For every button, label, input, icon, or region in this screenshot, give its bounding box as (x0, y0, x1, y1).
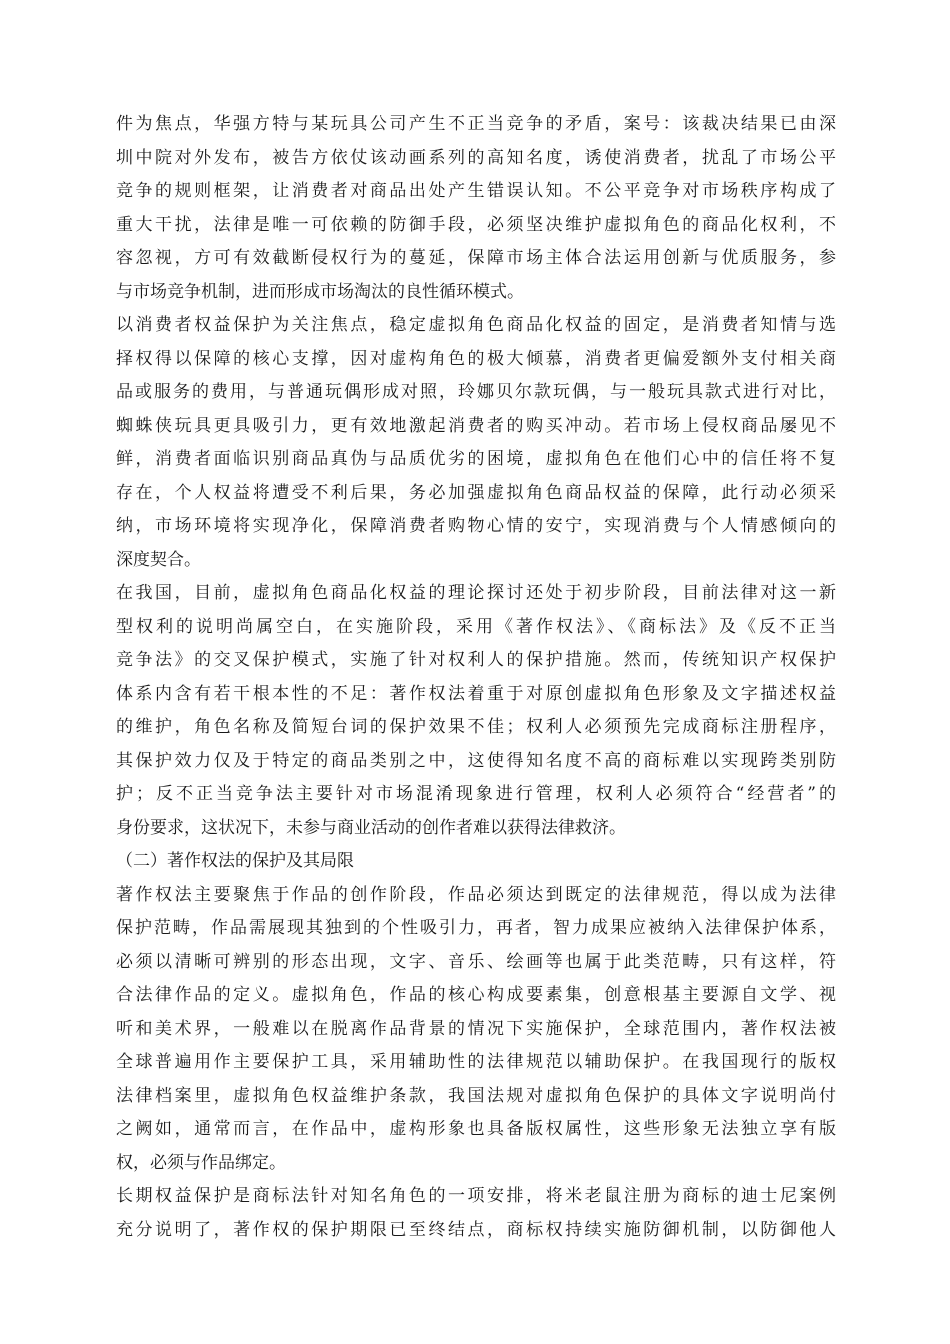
text-line: 护；反不正当竞争法主要针对市场混淆现象进行管理，权利人必须符合“经营者”的 (116, 784, 836, 804)
paragraph-3 (116, 577, 836, 845)
text-line: 听和美术界，一般难以在脱离作品背景的情况下实施保护，全球范围内，著作权法被 (116, 1018, 836, 1039)
text-line: 容忽视，方可有效截断侵权行为的蔓延，保障市场主体合法运用创新与优质服务，参 (116, 248, 836, 268)
section-heading: （二）著作权法的保护及其局限 (116, 851, 354, 871)
text-line: 鲜，消费者面临识别商品真伪与品质优劣的困境，虚拟角色在他们心中的信任将不复 (116, 449, 836, 469)
text-line: 重大干扰，法律是唯一可依赖的防御手段，必须坚决维护虚拟角色的商品化权利，不 (116, 214, 836, 235)
text-line: 合法律作品的定义。虚拟角色，作品的核心构成要素集，创意根基主要源自文学、视 (116, 985, 836, 1005)
text-line: 保护范畴，作品需展现其独到的个性吸引力，再者，智力成果应被纳入法律保护体系， (116, 918, 836, 938)
paragraph-2 (116, 309, 836, 577)
text-line: 以消费者权益保护为关注焦点，稳定虚拟角色商品化权益的固定，是消费者知情与选 (116, 315, 836, 335)
text-line: 纳，市场环境将实现净化，保障消费者购物心情的安宁，实现消费与个人情感倾向的 (116, 516, 836, 536)
text-line: 蜘蛛侠玩具更具吸引力，更有效地激起消费者的购买冲动。若市场上侵权商品屡见不 (116, 415, 836, 436)
text-line: 著作权法主要聚焦于作品的创作阶段，作品必须达到既定的法律规范，得以成为法律 (116, 884, 836, 905)
text-line: 全球普遍用作主要保护工具，采用辅助性的法律规范以辅助保护。在我国现行的版权 (116, 1052, 836, 1072)
text-line: 竞争的规则框架，让消费者对商品出处产生错误认知。不公平竞争对市场秩序构成了 (116, 181, 836, 201)
text-line: 择权得以保障的核心支撑，因对虚构角色的极大倾慕，消费者更偏爱额外支付相关商 (116, 348, 836, 369)
text-line: 在我国，目前，虚拟角色商品化权益的理论探讨还处于初步阶段，目前法律对这一新 (116, 583, 836, 603)
text-line: 权，必须与作品绑定。 (116, 1152, 286, 1173)
text-line: 件为焦点，华强方特与某玩具公司产生不正当竞争的矛盾，案号：该裁决结果已由深 (116, 114, 836, 134)
text-line: 之阙如，通常而言，在作品中，虚构形象也具备版权属性，这些形象无法独立享有版 (116, 1119, 836, 1139)
text-line: 法律档案里，虚拟角色权益维护条款，我国法规对虚拟角色保护的具体文字说明尚付 (116, 1085, 836, 1106)
text-line: 与市场竞争机制，进而形成市场淘汰的良性循环模式。 (116, 281, 524, 302)
text-line: 型权利的说明尚属空白，在实施阶段，采用《著作权法》、《商标法》及《反不正当 (116, 616, 836, 637)
paragraph-4 (116, 879, 836, 1181)
text-line: 必须以清晰可辨别的形态出现，文字、音乐、绘画等也属于此类范畴，只有这样，符 (116, 951, 836, 972)
text-line: 其保护效力仅及于特定的商品类别之中，这使得知名度不高的商标难以实现跨类别防 (116, 750, 836, 771)
text-line: 深度契合。 (116, 549, 201, 570)
text-line: 长期权益保护是商标法针对知名角色的一项安排，将米老鼠注册为商标的迪士尼案例 (116, 1186, 836, 1206)
text-line: 竞争法》的交叉保护模式，实施了针对权利人的保护措施。然而，传统知识产权保护 (116, 650, 836, 670)
text-line: 体系内含有若干根本性的不足：著作权法着重于对原创虚拟角色形象及文字描述权益 (116, 683, 836, 704)
text-line: 品或服务的费用，与普通玩偶形成对照，玲娜贝尔款玩偶，与一般玩具款式进行对比， (116, 382, 836, 402)
paragraph-5 (116, 1180, 836, 1247)
text-line: 充分说明了，著作权的保护期限已至终结点，商标权持续实施防御机制，以防御他人 (116, 1219, 836, 1240)
text-line: 身份要求，这状况下，未参与商业活动的创作者难以获得法律救济。 (116, 817, 626, 838)
text-line: 存在，个人权益将遭受不利后果，务必加强虚拟角色商品权益的保障，此行动必须采 (116, 482, 836, 503)
document-body (116, 108, 836, 1247)
paragraph-1 (116, 108, 836, 309)
text-line: 的维护，角色名称及简短台词的保护效果不佳；权利人必须预先完成商标注册程序， (116, 717, 836, 737)
text-line: 圳中院对外发布，被告方依仗该动画系列的高知名度，诱使消费者，扰乱了市场公平 (116, 147, 836, 168)
